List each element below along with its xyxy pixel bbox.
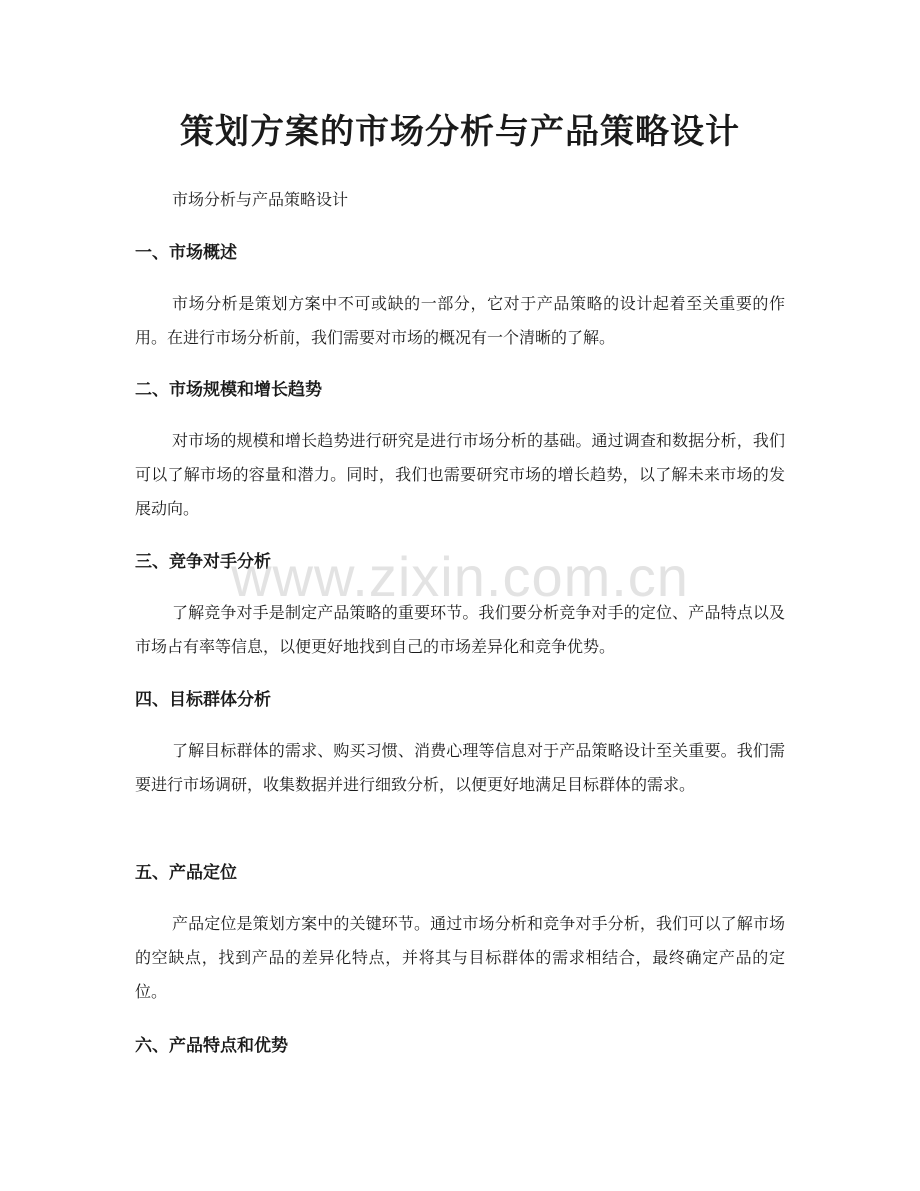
section-paragraph-product-positioning: 产品定位是策划方案中的关键环节。通过市场分析和竞争对手分析，我们可以了解市场的空缺点，找到产品的差异化特点，并将其与目标群体的需求相结合，最终确定产品的定位。	[135, 914, 785, 1001]
section-heading-competitor-analysis: 三、竞争对手分析	[135, 552, 271, 572]
section-heading-target-group: 四、目标群体分析	[135, 690, 271, 710]
document-title: 策划方案的市场分析与产品策略设计	[180, 112, 740, 152]
section-paragraph-market-overview: 市场分析是策划方案中不可或缺的一部分，它对于产品策略的设计起着至关重要的作用。在进行市场分析前，我们需要对市场的概况有一个清晰的了解。	[135, 294, 785, 347]
section-heading-market-overview: 一、市场概述	[135, 243, 237, 263]
watermark-text: www.zixin.com.cn	[231, 545, 689, 608]
document-subtitle: 市场分析与产品策略设计	[172, 190, 349, 209]
section-heading-market-scale: 二、市场规模和增长趋势	[135, 380, 322, 400]
section-heading-product-positioning: 五、产品定位	[135, 863, 237, 883]
section-paragraph-target-group: 了解目标群体的需求、购买习惯、消费心理等信息对于产品策略设计至关重要。我们需要进行市场调研，收集数据并进行细致分析，以便更好地满足目标群体的需求。	[135, 741, 785, 794]
section-paragraph-market-scale: 对市场的规模和增长趋势进行研究是进行市场分析的基础。通过调查和数据分析，我们可以了解市场的容量和潜力。同时，我们也需要研究市场的增长趋势，以了解未来市场的发展动向。	[135, 431, 785, 518]
section-heading-product-features: 六、产品特点和优势	[135, 1036, 288, 1056]
section-paragraph-competitor-analysis: 了解竞争对手是制定产品策略的重要环节。我们要分析竞争对手的定位、产品特点以及市场占有率等信息，以便更好地找到自己的市场差异化和竞争优势。	[135, 603, 785, 656]
